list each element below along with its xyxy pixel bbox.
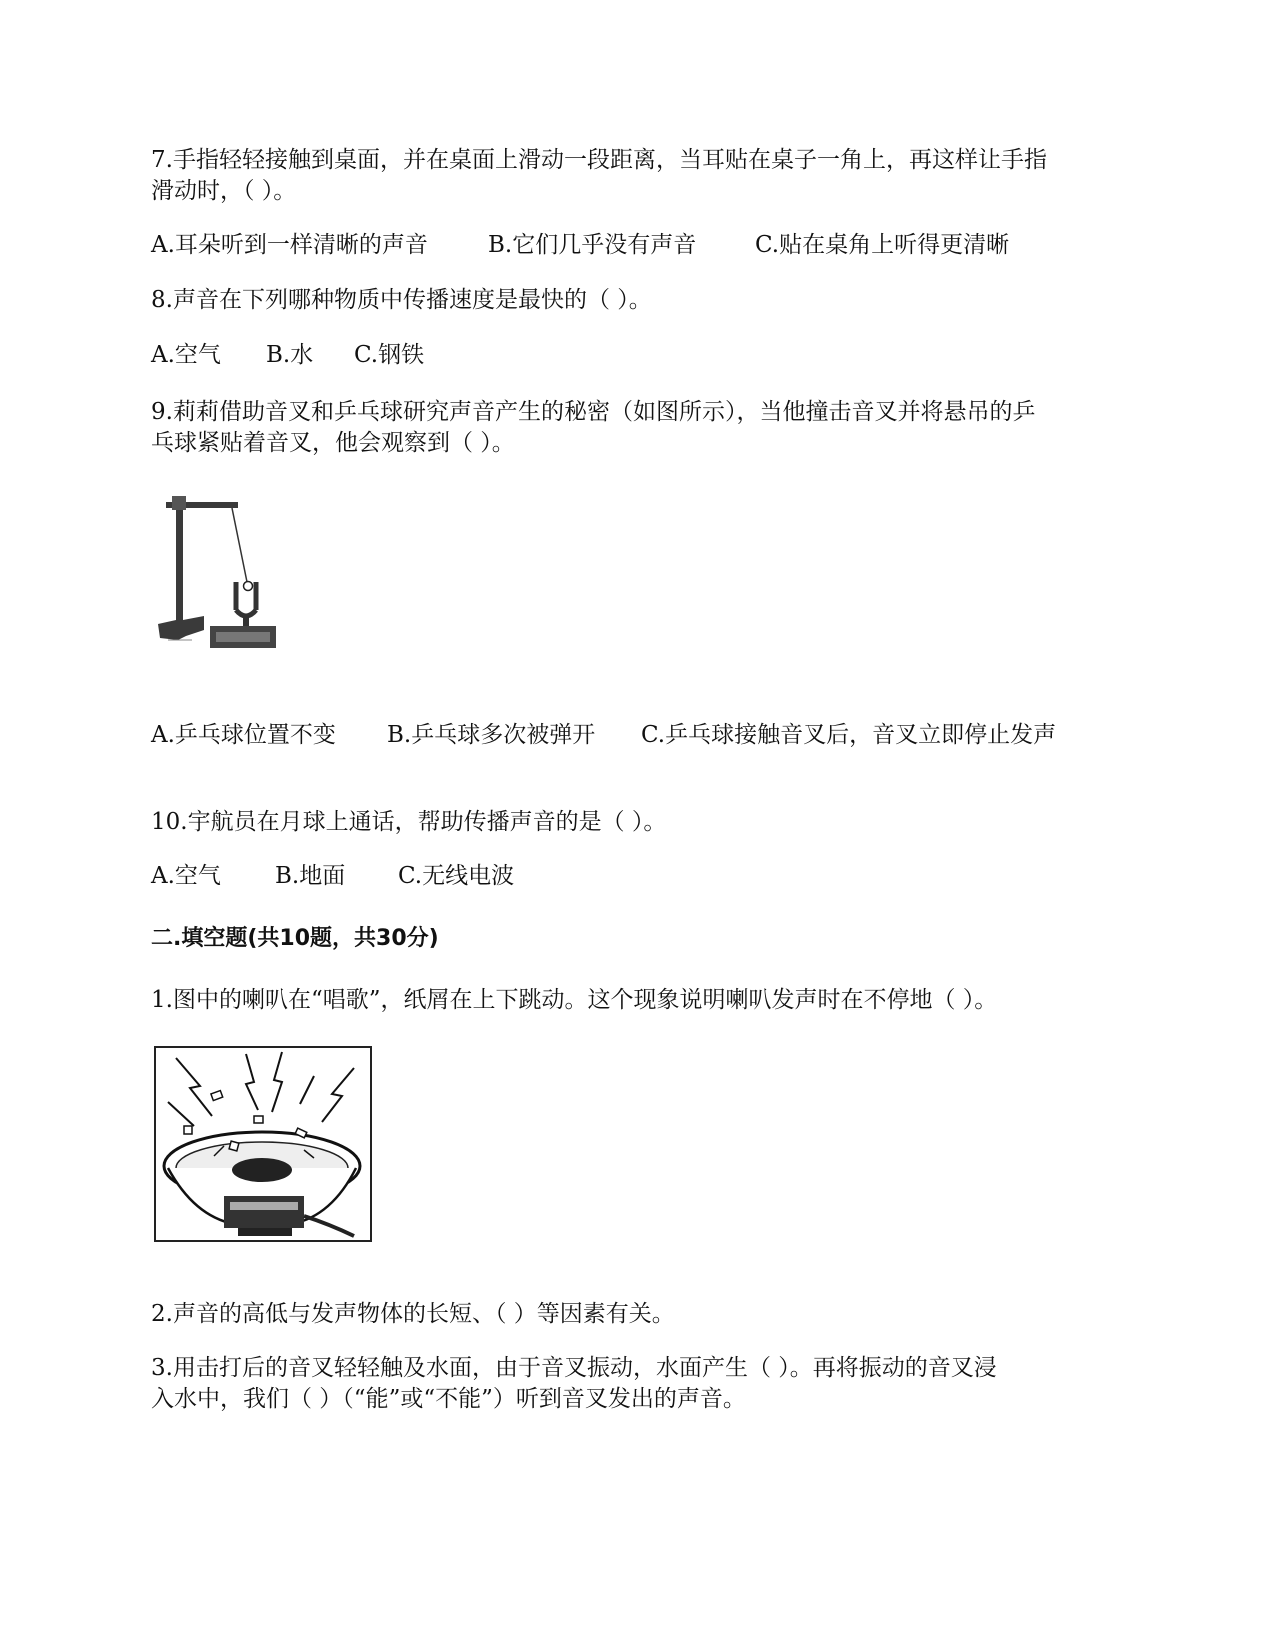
q7-option-a: A.耳朵听到一样清晰的声音 <box>151 232 428 258</box>
q9-option-b: B.乒乓球多次被弹开 <box>387 722 596 748</box>
q8-stem: 8.声音在下列哪种物质中传播速度是最快的（ ）。 <box>151 287 652 313</box>
q8-option-c: C.钢铁 <box>354 342 425 368</box>
q10-option-a: A.空气 <box>151 863 221 889</box>
q10-option-b: B.地面 <box>275 863 346 889</box>
q9-stem-line2: 乓球紧贴着音叉，他会观察到（ ）。 <box>151 430 515 456</box>
q7-option-c: C.贴在桌角上听得更清晰 <box>755 232 1010 258</box>
tuning-fork-pingpong-figure <box>152 490 287 660</box>
q7-option-b: B.它们几乎没有声音 <box>488 232 697 258</box>
q8-option-b: B.水 <box>266 342 314 368</box>
fill-q1: 1.图中的喇叭在“唱歌”，纸屑在上下跳动。这个现象说明喇叭发声时在不停地（ ）。 <box>151 987 998 1013</box>
loudspeaker-figure <box>154 1046 372 1242</box>
q10-stem: 10.宇航员在月球上通话，帮助传播声音的是（ ）。 <box>151 809 667 835</box>
q9-stem-line1: 9.莉莉借助音叉和乒乓球研究声音产生的秘密（如图所示），当他撞击音叉并将悬吊的乒 <box>151 399 1036 425</box>
fill-q3-line2: 入水中，我们（ ）（“能”或“不能”）听到音叉发出的声音。 <box>151 1386 746 1412</box>
q7-stem-line2: 滑动时，（ ）。 <box>151 178 297 204</box>
q7-stem-line1: 7.手指轻轻接触到桌面，并在桌面上滑动一段距离，当耳贴在桌子一角上，再这样让手指 <box>151 147 1047 173</box>
q8-option-a: A.空气 <box>151 342 221 368</box>
fill-q3-line1: 3.用击打后的音叉轻轻触及水面，由于音叉振动，水面产生（ ）。再将振动的音叉浸 <box>151 1355 997 1381</box>
q9-option-c: C.乒乓球接触音叉后，音叉立即停止发声 <box>641 722 1057 748</box>
section2-heading: 二.填空题(共10题，共30分) <box>151 926 439 951</box>
fill-q2: 2.声音的高低与发声物体的长短、（ ）等因素有关。 <box>151 1301 675 1327</box>
q9-option-a: A.乒乓球位置不变 <box>151 722 336 748</box>
q10-option-c: C.无线电波 <box>398 863 515 889</box>
